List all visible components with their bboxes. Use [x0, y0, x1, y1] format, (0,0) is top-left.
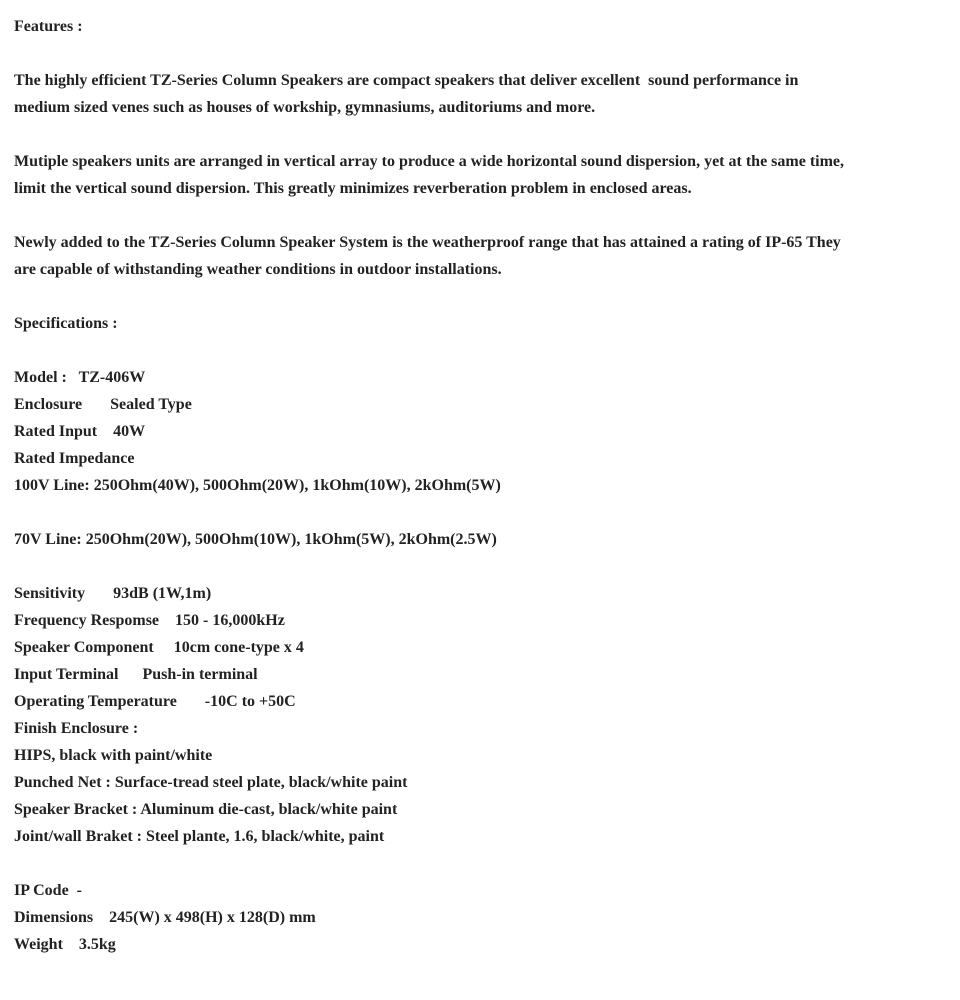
spec-hips: HIPS, black with paint/white: [14, 747, 213, 764]
specifications-heading: Specifications :: [14, 315, 118, 332]
features-paragraph-2-line-1: Mutiple speakers units are arranged in vertical array to produce a wide horizontal sound dispersion, yet at the same time,: [14, 153, 845, 170]
spec-weight: Weight 3.5kg: [14, 936, 116, 953]
spec-finish-enclosure: Finish Enclosure :: [14, 720, 139, 737]
spec-70v-line: 70V Line: 250Ohm(20W), 500Ohm(10W), 1kOhm(5W), 2kOhm(2.5W): [14, 531, 497, 548]
spacer: [14, 499, 948, 526]
spec-model: Model : TZ-406W: [14, 369, 146, 386]
spacer: [14, 202, 948, 229]
features-paragraph-2-line-2: limit the vertical sound dispersion. This greatly minimizes reverberation problem in enclosed areas.: [14, 180, 692, 197]
features-heading: Features :: [14, 18, 83, 35]
spacer: [14, 337, 948, 364]
spec-speaker-bracket: Speaker Bracket : Aluminum die-cast, black/white paint: [14, 801, 398, 818]
spec-input-terminal: Input Terminal Push-in terminal: [14, 666, 258, 683]
features-paragraph-3-line-1: Newly added to the TZ-Series Column Speaker System is the weatherproof range that has attained a rating of IP-65 They: [14, 234, 841, 251]
spacer: [14, 850, 948, 877]
spec-operating-temperature: Operating Temperature -10C to +50C: [14, 693, 296, 710]
spec-sensitivity: Sensitivity 93dB (1W,1m): [14, 585, 212, 602]
spacer: [14, 40, 948, 67]
spec-frequency-response: Frequency Respomse 150 - 16,000kHz: [14, 612, 285, 629]
spec-speaker-component: Speaker Component 10cm cone-type x 4: [14, 639, 304, 656]
spacer: [14, 553, 948, 580]
spec-ip-code: IP Code -: [14, 882, 82, 899]
features-paragraph-1-line-1: The highly efficient TZ-Series Column Speakers are compact speakers that deliver excellent sound performance in: [14, 72, 799, 89]
spec-joint-wall-bracket: Joint/wall Braket : Steel plante, 1.6, black/white, paint: [14, 828, 385, 845]
spec-rated-impedance: Rated Impedance: [14, 450, 135, 467]
features-paragraph-1-line-2: medium sized venes such as houses of workship, gymnasiums, auditoriums and more.: [14, 99, 596, 116]
spec-dimensions: Dimensions 245(W) x 498(H) x 128(D) mm: [14, 909, 316, 926]
spacer: [14, 283, 948, 310]
spec-enclosure: Enclosure Sealed Type: [14, 396, 192, 413]
spec-punched-net: Punched Net : Surface-tread steel plate, black/white paint: [14, 774, 408, 791]
features-paragraph-3-line-2: are capable of withstanding weather conditions in outdoor installations.: [14, 261, 502, 278]
spec-rated-input: Rated Input 40W: [14, 423, 146, 440]
spacer: [14, 121, 948, 148]
spec-100v-line: 100V Line: 250Ohm(40W), 500Ohm(20W), 1kOhm(10W), 2kOhm(5W): [14, 477, 501, 494]
